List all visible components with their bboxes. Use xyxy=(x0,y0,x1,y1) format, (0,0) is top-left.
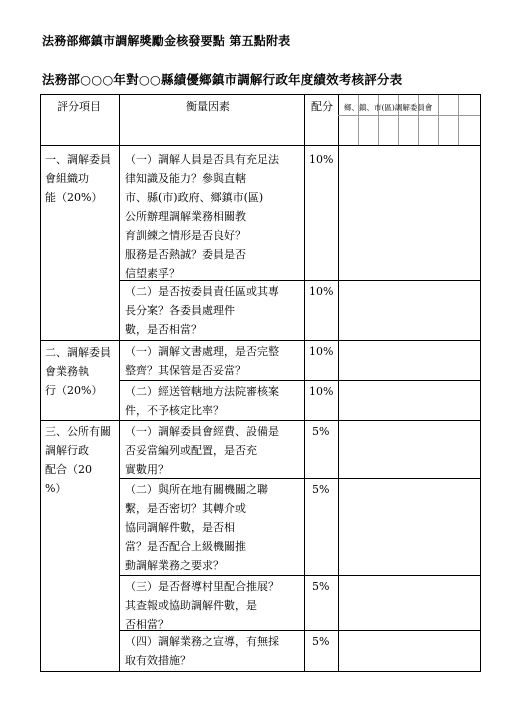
score-value: 5% xyxy=(312,425,330,438)
category-label: 二、調解委員 會業務執 行（20%） xyxy=(45,346,111,397)
factor-text: （二）經送管轄地方法院審核案 件，不予核定比率？ xyxy=(125,385,279,417)
header-factor: 衡量因素 xyxy=(186,100,230,113)
header-score: 配分 xyxy=(311,100,333,113)
factor-text: （一）調解人員是否具有充足法 律知識及能力？參與直轄 市、縣(市)政府、鄉鎮市(區) 公所辦理調解業務相關教 育訓練之情形是否良好？ 服務是否熱誠？委員是否 信望素孚？ xyxy=(125,153,279,280)
factor-text: （三）是否督導村里配合推展？ 其查報或協助調解件數，是 否相當？ xyxy=(125,580,279,631)
column-divider xyxy=(338,95,339,671)
row-divider xyxy=(119,380,480,381)
factor-text: （一）調解委員會經費、設備是 否妥當編列或配置，是否充 實數用？ xyxy=(125,425,279,476)
header-bottom-line xyxy=(41,145,480,146)
score-value: 10% xyxy=(309,285,334,298)
form-title: 法務部鄉鎮市調解獎勵金核發要點 第五點附表 xyxy=(42,34,291,48)
row-divider xyxy=(41,420,480,421)
committee-column-divider xyxy=(458,95,459,145)
column-divider xyxy=(304,95,305,671)
column-divider xyxy=(119,95,120,671)
row-divider xyxy=(41,340,480,341)
factor-text: （二）與所在地有關機關之聯 繫，是否密切？其轉介或 協同調解件數，是否相 當？是否配合上級機關推 動調解業務之要求？ xyxy=(125,483,268,572)
form-subtitle: 法務部○○○年對○○縣績優鄉鎮市調解行政年度績效考核評分表 xyxy=(42,72,403,87)
row-divider xyxy=(119,575,480,576)
factor-text: （二）是否按委員責任區或其專 長分案？各委員處理件 數，是否相當？ xyxy=(125,285,279,336)
score-value: 5% xyxy=(312,483,330,496)
header-item: 評分項目 xyxy=(57,100,101,113)
category-label: 三、公所有關 調解行政 配合（20 %） xyxy=(45,425,111,495)
score-value: 5% xyxy=(312,635,330,648)
score-value: 10% xyxy=(309,153,334,166)
score-value: 5% xyxy=(312,580,330,593)
header-committee: 鄉、鎮、市(區)調解委員會 xyxy=(344,103,433,112)
category-label: 一、調解委員 會組織功 能（20%） xyxy=(45,153,111,204)
score-value: 10% xyxy=(309,345,334,358)
factor-text: （四）調解業務之宣導，有無採 取有效措施？ xyxy=(125,635,279,667)
evaluation-table xyxy=(40,94,481,672)
committee-column-divider xyxy=(438,95,439,145)
score-value: 10% xyxy=(309,385,334,398)
factor-text: （一）調解文書處理，是否完整 整齊？其保管是否妥當？ xyxy=(125,345,279,377)
